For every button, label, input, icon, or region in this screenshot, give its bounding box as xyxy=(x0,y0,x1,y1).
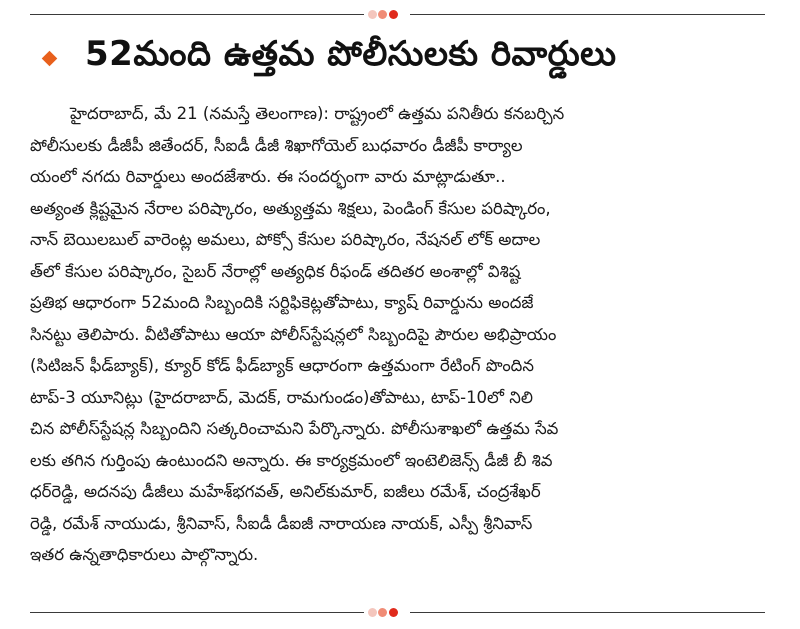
body-line: నాన్ బెయిలబుల్ వారెంట్ల అమలు, పోక్సో కేసుల పరిష్కారం, నేషనల్ లోక్ అదాల xyxy=(30,230,541,249)
ornament-dot-dark xyxy=(389,608,398,617)
body-line: చిన పోలీస్‌స్టేషన్ల సిబ్బందిని సత్కరించామని పేర్కొన్నారు. పోలీసుశాఖలో ఉత్తమ సేవ xyxy=(30,419,559,438)
ornament-dot-mid xyxy=(378,608,387,617)
body-line: ధర్‌రెడ్డి, అదనపు డీజీలు మహేశ్‌భగవత్, అనిల్‌కుమార్, ఐజీలు రమేశ్, చంద్రశేఖర్ xyxy=(30,482,541,501)
body-line: టాప్-3 యూనిట్లు (హైదరాబాద్, మెదక్, రామగుండం)తోపాటు, టాప్-10లో నిలి xyxy=(30,387,533,407)
article-body xyxy=(30,98,770,571)
body-line: అత్యంత క్లిష్టమైన నేరాల పరిష్కారం, అత్యుత్తమ శిక్షలు, పెండింగ్ కేసుల పరిష్కారం, xyxy=(30,198,551,218)
top-dot-ornament-icon xyxy=(364,7,410,21)
body-line: (సిటిజన్ ఫీడ్‌బ్యాక్), క్యూర్ కోడ్ ఫీడ్‌బ్యాక్ ఆధారంగా ఉత్తమంగా రేటింగ్ పొందిన xyxy=(30,356,534,375)
ornament-dot-light xyxy=(368,608,377,617)
body-line: రెడ్డి, రమేశ్ నాయుడు, శ్రీనివాస్, సీఐడీ డీఐజీ నారాయణ నాయక్, ఎస్పీ శ్రీనివాస్ xyxy=(30,513,533,533)
headline-text: 52మంది ఉత్తమ పోలీసులకు రివార్డులు xyxy=(85,34,617,74)
ornament-dot-dark xyxy=(389,10,398,19)
body-line: పోలీసులకు డీజీపీ జితేందర్, సీఐడీ డీజీ శిఖాగోయెల్ బుధవారం డీజీపీ కార్యాల xyxy=(30,135,523,155)
body-line: ప్రతిభ ఆధారంగా 52మంది సిబ్బందికి సర్టిఫికెట్లతోపాటు, క్యాష్ రివార్డును అందజే xyxy=(30,293,534,312)
body-line: త్‌లో కేసుల పరిష్కారం, సైబర్ నేరాల్లో అత్యధిక రీఫండ్ తదితర అంశాల్లో విశిష్ట xyxy=(30,261,521,281)
body-line: లకు తగిన గుర్తింపు ఉంటుందని అన్నారు. ఈ కార్యక్రమంలో ఇంటెలిజెన్స్ డీజీ బీ శివ xyxy=(30,450,553,470)
ornament-dot-mid xyxy=(378,10,387,19)
bottom-dot-ornament-icon xyxy=(364,605,410,619)
article-headline xyxy=(36,32,776,84)
body-line: యంలో నగదు రివార్డులు అందజేశారు. ఈ సందర్భంగా వారు మాట్లాడుతూ.. xyxy=(30,167,506,186)
diamond-bullet-icon xyxy=(42,50,58,66)
body-line: ఇతర ఉన్నతాధికారులు పాల్గొన్నారు. xyxy=(30,545,259,564)
body-line: సినట్టు తెలిపారు. వీటితోపాటు ఆయా పోలీస్‌స్టేషన్లలో సిబ్బందిపై పౌరుల అభిప్రాయం xyxy=(30,324,557,344)
ornament-dot-light xyxy=(368,10,377,19)
body-line: హైదరాబాద్, మే 21 (నమస్తే తెలంగాణ): రాష్ట్రంలో ఉత్తమ పనితీరు కనబర్చిన xyxy=(70,104,565,123)
